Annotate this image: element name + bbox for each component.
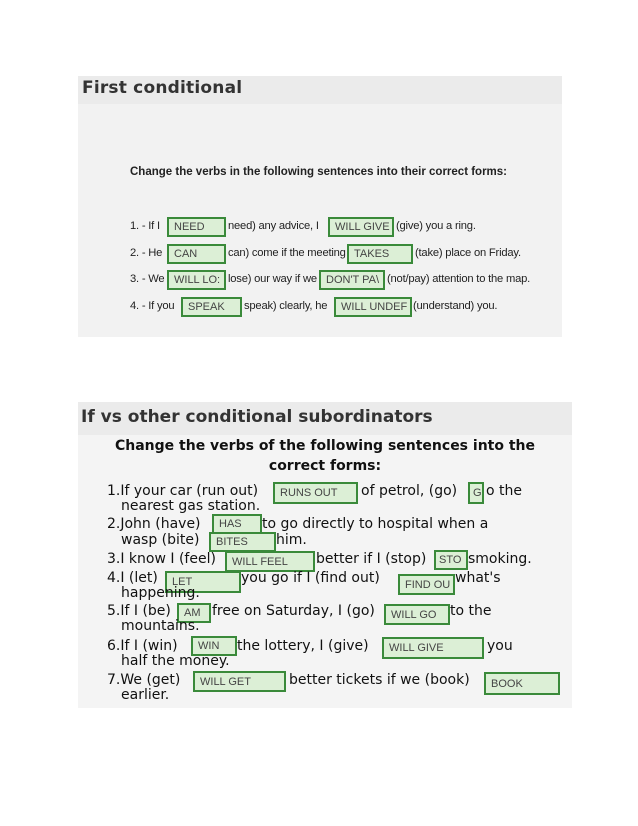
sentence-text: of petrol, (go) xyxy=(361,483,458,499)
answer-box[interactable]: WILL GIVE xyxy=(328,217,394,237)
section-title: If vs other conditional subordinators xyxy=(81,407,433,427)
row-text: (not/pay) attention to the map. xyxy=(387,273,531,285)
answer-box[interactable]: WILL LO: xyxy=(167,270,226,290)
instruction-line: Change the verbs of the following sentences into the xyxy=(114,438,535,454)
sentence-text: better tickets if we (book) xyxy=(289,672,470,688)
answer-box[interactable]: BOOK xyxy=(484,672,560,695)
answer-box[interactable]: CAN xyxy=(167,244,226,264)
answer-box[interactable]: AM xyxy=(177,603,211,623)
sentence-text: him. xyxy=(276,532,307,548)
sentence-text: 1.If your car (run out) xyxy=(107,483,259,499)
exercise-row-2: 2. - He xyxy=(130,247,163,259)
sentence-text: to the xyxy=(450,603,492,619)
answer-box[interactable]: WILL GET xyxy=(193,671,286,692)
sentence-text: wasp (bite) xyxy=(121,532,200,548)
instruction: Change the verbs in the following sentences into their correct forms: xyxy=(130,166,508,178)
row-text: need) any advice, I xyxy=(228,220,319,232)
row-text: lose) our way if we xyxy=(228,273,317,285)
exercise-row-3: 3. - We xyxy=(130,273,165,285)
sentence-text: 5.If I (be) xyxy=(107,603,171,619)
exercise-row-1 xyxy=(130,220,160,232)
sentence-text: half the money. xyxy=(121,653,230,669)
answer-box[interactable]: BITES xyxy=(209,532,276,552)
sentence-text: 6.If I (win) xyxy=(107,638,178,654)
answer-box[interactable]: SPEAK xyxy=(181,297,242,317)
conditional-subordinators-section xyxy=(78,402,572,708)
answer-box[interactable]: WIN xyxy=(191,636,237,656)
sentence-text: what's xyxy=(455,570,501,586)
sentence-text: happening. xyxy=(121,585,200,601)
row-text: (take) place on Friday. xyxy=(415,247,521,259)
answer-box[interactable]: STO xyxy=(434,550,468,570)
row-text: can) come if the meeting xyxy=(228,247,346,259)
sentence-text: free on Saturday, I (go) xyxy=(212,603,375,619)
answer-box[interactable]: WILL GIVE xyxy=(382,637,484,659)
answer-box[interactable]: G xyxy=(468,482,484,504)
sentence-text: mountains. xyxy=(121,618,200,634)
exercise-row-4: 4. - If you xyxy=(130,300,175,312)
sentence-text: smoking. xyxy=(468,551,532,567)
sentence-text: better if I (stop) xyxy=(316,551,427,567)
sentence-text: to go directly to hospital when a xyxy=(262,516,489,532)
sentence-text: 7.We (get) xyxy=(107,672,181,688)
sentence-text: 4.I (let) xyxy=(107,570,158,586)
section-title: First conditional xyxy=(82,78,243,98)
sentence-text: you go if I (find out) xyxy=(241,570,380,586)
answer-box[interactable]: WILL FEEL xyxy=(225,551,315,572)
sentence-text: the lottery, I (give) xyxy=(237,638,369,654)
row-text: (understand) you. xyxy=(413,300,498,312)
answer-box[interactable]: WILL GO xyxy=(384,604,450,625)
answer-box[interactable]: FIND OU xyxy=(398,574,455,595)
sentence-text: you xyxy=(487,638,513,654)
answer-box[interactable]: TAKES xyxy=(347,244,413,264)
first-conditional-section xyxy=(78,76,562,337)
sentence-text: nearest gas station. xyxy=(121,498,261,514)
instruction-line: correct forms: xyxy=(268,458,382,474)
row-text: (give) you a ring. xyxy=(396,220,476,232)
instruction xyxy=(78,436,572,476)
row-text: 1. - If I xyxy=(130,220,160,232)
sentence-text: 2.John (have) xyxy=(107,516,201,532)
sentence-text: earlier. xyxy=(121,687,170,703)
answer-box[interactable]: HAS xyxy=(212,514,262,534)
answer-box[interactable]: LET xyxy=(165,571,241,593)
row-text: speak) clearly, he xyxy=(244,300,328,312)
answer-box[interactable]: DON'T PA\ xyxy=(319,270,385,290)
answer-box[interactable]: RUNS OUT xyxy=(273,482,358,504)
answer-box[interactable]: WILL UNDEF xyxy=(334,297,412,317)
sentence-text: 3.I know I (feel) xyxy=(107,551,216,567)
sentence-text: o the xyxy=(486,483,522,499)
answer-box[interactable]: NEED xyxy=(167,217,226,237)
